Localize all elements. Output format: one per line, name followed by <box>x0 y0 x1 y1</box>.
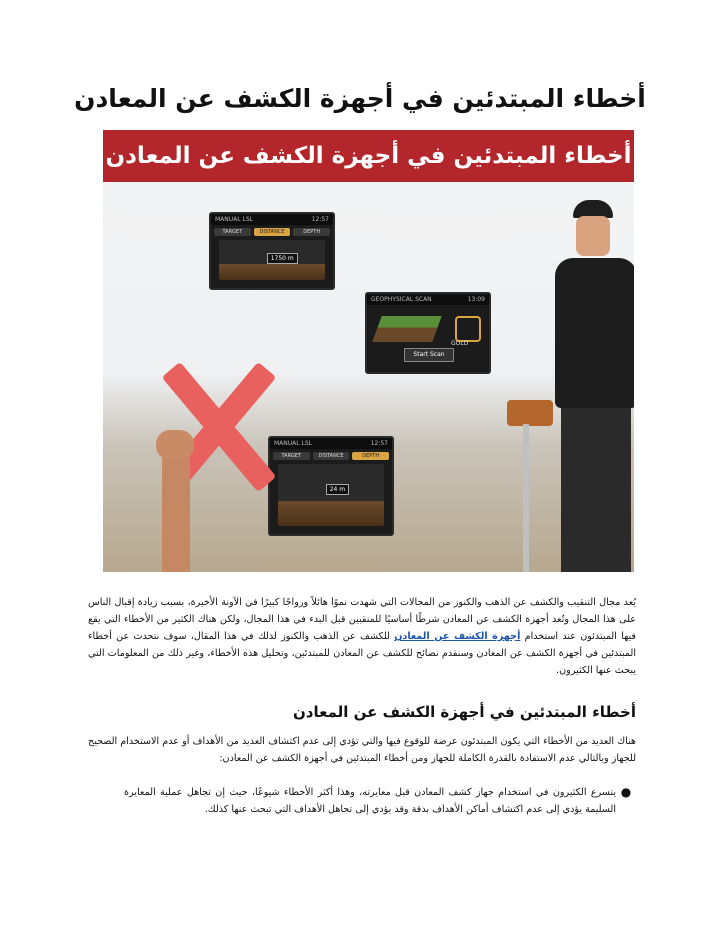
bullet-list <box>88 784 636 818</box>
bullet-icon: ● <box>620 785 632 799</box>
start-scan-button: Start Scan <box>404 348 455 362</box>
detector-screen-depth: MANUAL LSL 12:57 TARGET DISTANCE DEPTH 24 m <box>268 436 394 536</box>
depth-readout: 24 m <box>326 484 349 495</box>
hero-banner: أخطاء المبتدئين في أجهزة الكشف عن المعادن <box>103 130 634 182</box>
detector-screen-scan: GEOPHYSICAL SCAN 13:09 GOLD Start Scan <box>365 292 491 374</box>
distance-readout: 1750 m <box>267 253 298 264</box>
gold-badge: GOLD <box>451 340 469 347</box>
metal-detectors-link[interactable]: أجهزة الكشف عن المعادن <box>394 631 521 642</box>
section-heading: أخطاء المبتدئين في أجهزة الكشف عن المعادن <box>292 703 636 721</box>
list-item: ● يتسرع الكثيرون في استخدام جهاز كشف المعادن قبل معايرته، وهذا أكثر الأخطاء شيوعًا، حيث إن تجاهل عملية المعايرة السليمة يؤدي إلى عدم اكتشاف أماكن الأهداف بدقة وقد يؤدي إلى تجاهل الأهداف التي تبحث عنها كذلك. <box>88 784 636 818</box>
person-with-detector <box>543 200 634 572</box>
hero-image <box>103 130 634 572</box>
page-title: أخطاء المبتدئين في أجهزة الكشف عن المعادن <box>74 84 646 113</box>
intro-paragraph: يُعد مجال التنقيب والكشف عن الذهب والكنوز من المجالات التي شهدت نموًا هائلاً ورواجًا كبيرًا في الآونة الأخيرة، بسبب زيادة إقبال الناس على هذا المجال وتُعد أجهزة الكشف عن المعادن شرطًا أساسيًا للمنقبين قبل البدء في هذا المجال، ولكن هناك الكثير من الأخطاء التي يقع فيها المبتدئون عند استخدام أجهزة الكشف عن المعادن للكشف عن الذهب والكنوز لذلك في هذا المقال، سوف نتحدث عن أخطاء المبتدئين في أجهزة الكشف عن المعادن وسنقدم نصائح للكشف عن المعادن للمبتدئين، وتحليل هذه الأخطاء، وغير ذلك من المعلومات التي يبحث عنها الكثيرون. <box>88 597 636 676</box>
hand <box>156 430 194 460</box>
section-intro: هناك العديد من الأخطاء التي يكون المبتدئون عرضة للوقوع فيها والتي تؤدي إلى عدم اكتشاف العديد من الأهداف أو عدم الاستخدام الصحيح للجهاز وبالتالي عدم الاستفادة بالقدرة الكاملة للجهاز ومن أخطاء المبتدئين في أجهزة الكشف عن المعادن: <box>88 736 636 764</box>
detector-screen-distance: MANUAL LSL 12:57 TARGET DISTANCE DEPTH 1750 m <box>209 212 335 290</box>
